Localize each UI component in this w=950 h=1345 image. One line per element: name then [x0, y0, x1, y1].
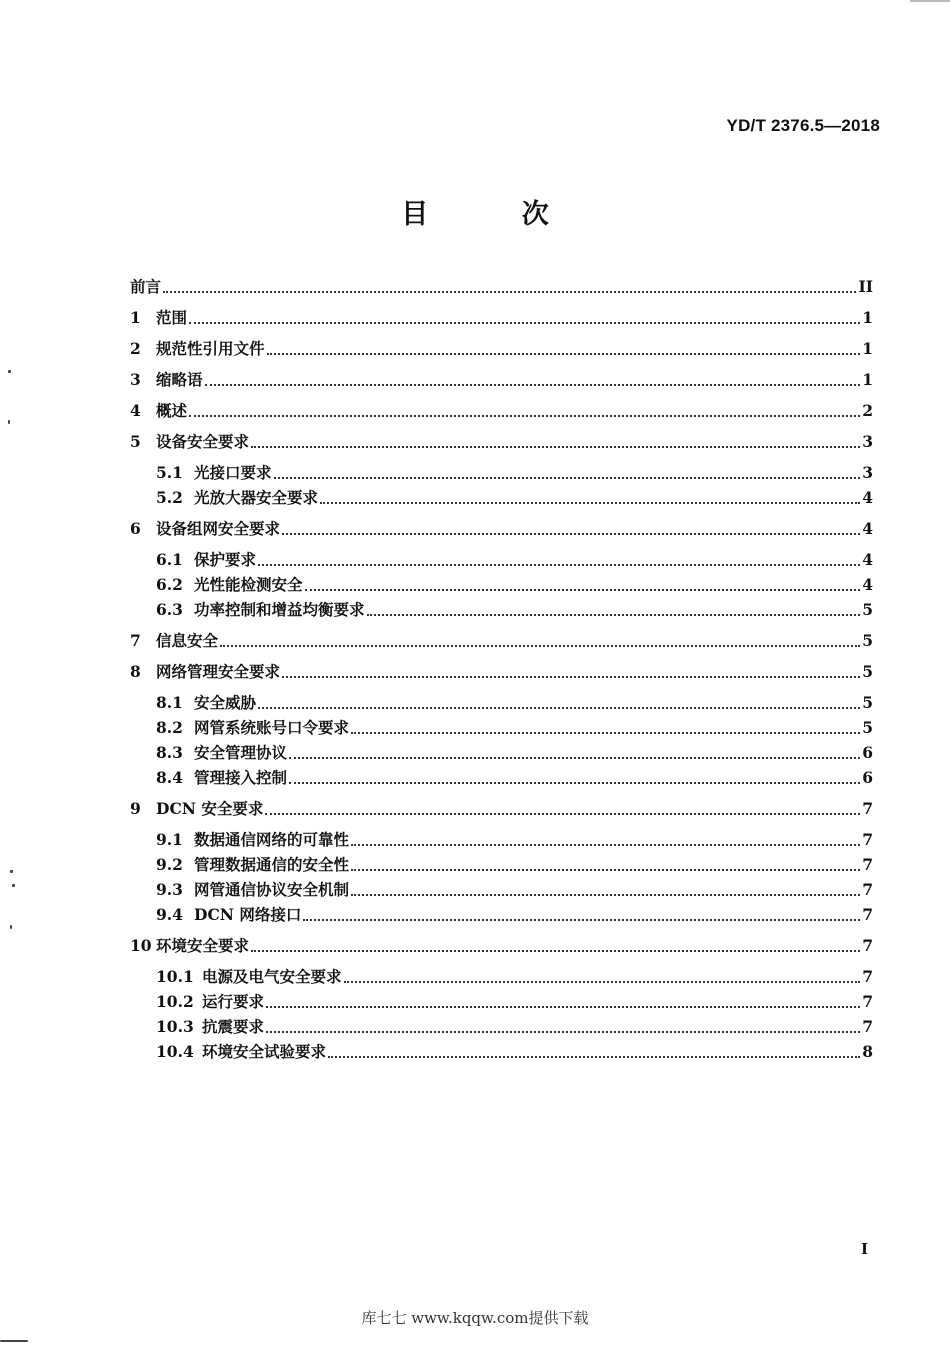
scan-edge-line — [910, 0, 950, 2]
toc-entry[interactable] — [130, 933, 873, 959]
toc-entry-number: 8.3 — [156, 743, 183, 762]
scan-speck — [8, 370, 11, 373]
toc-entry-title: 安全管理协议 — [194, 743, 288, 762]
toc-entry-page: 1 — [862, 339, 873, 358]
toc-entry[interactable] — [130, 1039, 873, 1065]
toc-dot-leader — [205, 384, 861, 386]
toc-entry-number: 9.1 — [156, 830, 183, 849]
toc-dot-leader — [266, 1006, 860, 1008]
toc-entry-number: 5 — [130, 432, 141, 451]
toc-entry[interactable] — [130, 460, 873, 486]
toc-dot-leader — [267, 353, 861, 355]
toc-entry-number: 10.3 — [156, 1017, 194, 1036]
toc-entry-number: 7 — [130, 631, 141, 650]
toc-entry[interactable] — [130, 336, 873, 362]
toc-entry-number: 8 — [130, 662, 141, 681]
toc-entry-page: 4 — [862, 519, 873, 538]
toc-entry[interactable] — [130, 659, 873, 685]
toc-dot-leader — [328, 1056, 860, 1058]
toc-entry-title: 设备安全要求 — [156, 432, 250, 451]
toc-dot-leader — [251, 446, 860, 448]
toc-entry-page: 5 — [862, 600, 873, 619]
toc-entry[interactable] — [130, 628, 873, 654]
toc-entry-title: 功率控制和增益均衡要求 — [194, 600, 365, 619]
toc-entry-number: 3 — [130, 370, 141, 389]
toc-dot-leader — [303, 919, 860, 921]
toc-entry-title: 前言 — [130, 277, 162, 296]
toc-entry-title: 电源及电气安全要求 — [202, 967, 342, 986]
toc-dot-leader — [367, 614, 861, 616]
toc-entry[interactable] — [130, 274, 873, 300]
toc-entry-title: 管理数据通信的安全性 — [194, 855, 350, 874]
toc-entry-title: 保护要求 — [194, 550, 257, 569]
toc-entry-page: 7 — [862, 855, 873, 874]
toc-entry-number: 9.2 — [156, 855, 183, 874]
toc-entry[interactable] — [130, 989, 873, 1015]
toc-dot-leader — [258, 707, 860, 709]
toc-entry-page: 5 — [862, 718, 873, 737]
toc-entry-title: 规范性引用文件 — [156, 339, 265, 358]
toc-entry-page: 3 — [862, 463, 873, 482]
toc-dot-leader — [189, 415, 860, 417]
toc-entry-number: 8.4 — [156, 768, 183, 787]
toc-entry-page: II — [858, 277, 873, 296]
toc-entry-number: 10 — [130, 936, 152, 955]
toc-entry-number: 2 — [130, 339, 141, 358]
toc-entry-page: 5 — [862, 662, 873, 681]
toc-entry-page: 7 — [862, 992, 873, 1011]
toc-dot-leader — [251, 950, 860, 952]
toc-dot-leader — [351, 894, 860, 896]
toc-entry[interactable] — [130, 398, 873, 424]
toc-dot-leader — [220, 645, 860, 647]
toc-entry-page: 7 — [862, 1017, 873, 1036]
toc-entry-page: 6 — [862, 768, 873, 787]
scan-speck — [10, 870, 13, 873]
toc-entry-page: 1 — [862, 308, 873, 327]
toc-entry-title: DCN 安全要求 — [156, 799, 264, 818]
download-watermark: 库七七 www.kqqw.com提供下载 — [361, 1309, 589, 1327]
toc-entry-title: 缩略语 — [156, 370, 203, 389]
toc-entry-title: 数据通信网络的可靠性 — [194, 830, 350, 849]
toc-entry[interactable] — [130, 877, 873, 903]
toc-entry-page: 7 — [862, 830, 873, 849]
toc-entry[interactable] — [130, 1014, 873, 1040]
toc-entry-title: 信息安全 — [156, 631, 219, 650]
toc-entry-number: 6 — [130, 519, 141, 538]
toc-entry[interactable] — [130, 597, 873, 623]
toc-entry[interactable] — [130, 516, 873, 542]
toc-entry-page: 4 — [862, 488, 873, 507]
toc-title: 目 次 — [401, 199, 591, 230]
toc-entry-number: 5.2 — [156, 488, 183, 507]
toc-entry-number: 10.4 — [156, 1042, 194, 1061]
toc-entry[interactable] — [130, 902, 873, 928]
standard-code: YD/T 2376.5—2018 — [726, 116, 880, 135]
toc-entry-page: 5 — [862, 631, 873, 650]
toc-entry-number: 8.2 — [156, 718, 183, 737]
toc-entry-page: 6 — [862, 743, 873, 762]
toc-dot-leader — [266, 1031, 860, 1033]
toc-entry[interactable] — [130, 367, 873, 393]
toc-entry[interactable] — [130, 572, 873, 598]
toc-entry-title: 设备组网安全要求 — [156, 519, 281, 538]
toc-entry-title: 光放大器安全要求 — [194, 488, 319, 507]
toc-entry-number: 10.1 — [156, 967, 194, 986]
toc-dot-leader — [305, 589, 861, 591]
toc-entry-page: 1 — [862, 370, 873, 389]
toc-entry-number: 6.1 — [156, 550, 183, 569]
toc-entry-title: 抗震要求 — [202, 1017, 265, 1036]
toc-dot-leader — [351, 869, 860, 871]
toc-entry[interactable] — [130, 485, 873, 511]
toc-entry-number: 9.4 — [156, 905, 183, 924]
toc-entry-page: 3 — [862, 432, 873, 451]
toc-entry-title: 概述 — [156, 401, 188, 420]
toc-entry-page: 8 — [862, 1042, 873, 1061]
toc-entry-number: 9 — [130, 799, 141, 818]
toc-entry[interactable] — [130, 305, 873, 331]
toc-entry-page: 7 — [862, 799, 873, 818]
toc-entry-number: 1 — [130, 308, 141, 327]
toc-entry-page: 4 — [862, 575, 873, 594]
toc-dot-leader — [320, 502, 860, 504]
scan-speck — [8, 420, 10, 424]
toc-dot-leader — [189, 322, 860, 324]
toc-dot-leader — [274, 477, 861, 479]
toc-entry[interactable] — [130, 852, 873, 878]
toc-dot-leader — [289, 757, 860, 759]
toc-entry-number: 6.3 — [156, 600, 183, 619]
toc-entry[interactable] — [130, 429, 873, 455]
toc-entry[interactable] — [130, 964, 873, 990]
toc-dot-leader — [351, 732, 860, 734]
toc-entry-title: 网管通信协议安全机制 — [194, 880, 350, 899]
toc-entry-number: 6.2 — [156, 575, 183, 594]
toc-entry-page: 5 — [862, 693, 873, 712]
toc-entry-number: 10.2 — [156, 992, 194, 1011]
toc-entry[interactable] — [130, 765, 873, 791]
toc-entry[interactable] — [130, 740, 873, 766]
toc-entry-title: 运行要求 — [202, 992, 265, 1011]
toc-entry-title: 环境安全试验要求 — [202, 1042, 327, 1061]
toc-dot-leader — [258, 564, 860, 566]
toc-entry-title: 光性能检测安全 — [194, 575, 303, 594]
toc-entry-title: DCN 网络接口 — [194, 905, 302, 924]
toc-entry-title: 安全威胁 — [194, 693, 257, 712]
scan-speck — [0, 1340, 28, 1342]
toc-entry-title: 管理接入控制 — [194, 768, 288, 787]
toc-entry-title: 光接口要求 — [194, 463, 272, 482]
toc-entry-number: 5.1 — [156, 463, 183, 482]
toc-dot-leader — [344, 981, 861, 983]
toc-entry-title: 网络管理安全要求 — [156, 662, 281, 681]
toc-entry-page: 7 — [862, 880, 873, 899]
toc-entry[interactable] — [130, 796, 873, 822]
toc-entry-number: 9.3 — [156, 880, 183, 899]
toc-entry-title: 网管系统账号口令要求 — [194, 718, 350, 737]
toc-entry-number: 8.1 — [156, 693, 183, 712]
toc-entry-page: 7 — [862, 967, 873, 986]
scan-speck — [12, 884, 15, 887]
scan-speck — [10, 925, 12, 929]
page-number: I — [860, 1240, 868, 1258]
toc-dot-leader — [289, 782, 860, 784]
toc-dot-leader — [351, 844, 860, 846]
toc-entry-title: 环境安全要求 — [156, 936, 250, 955]
toc-entry-page: 2 — [862, 401, 873, 420]
toc-entry[interactable] — [130, 547, 873, 573]
toc-dot-leader — [282, 533, 860, 535]
toc-entry-title: 范围 — [156, 308, 188, 327]
toc-entry[interactable] — [130, 827, 873, 853]
toc-entry-page: 7 — [862, 905, 873, 924]
toc-dot-leader — [282, 676, 860, 678]
toc-dot-leader — [163, 291, 856, 293]
toc-entry-number: 4 — [130, 401, 141, 420]
toc-entry[interactable] — [130, 715, 873, 741]
toc-entry-page: 7 — [862, 936, 873, 955]
toc-entry-page: 4 — [862, 550, 873, 569]
toc-dot-leader — [265, 813, 860, 815]
toc-entry[interactable] — [130, 690, 873, 716]
